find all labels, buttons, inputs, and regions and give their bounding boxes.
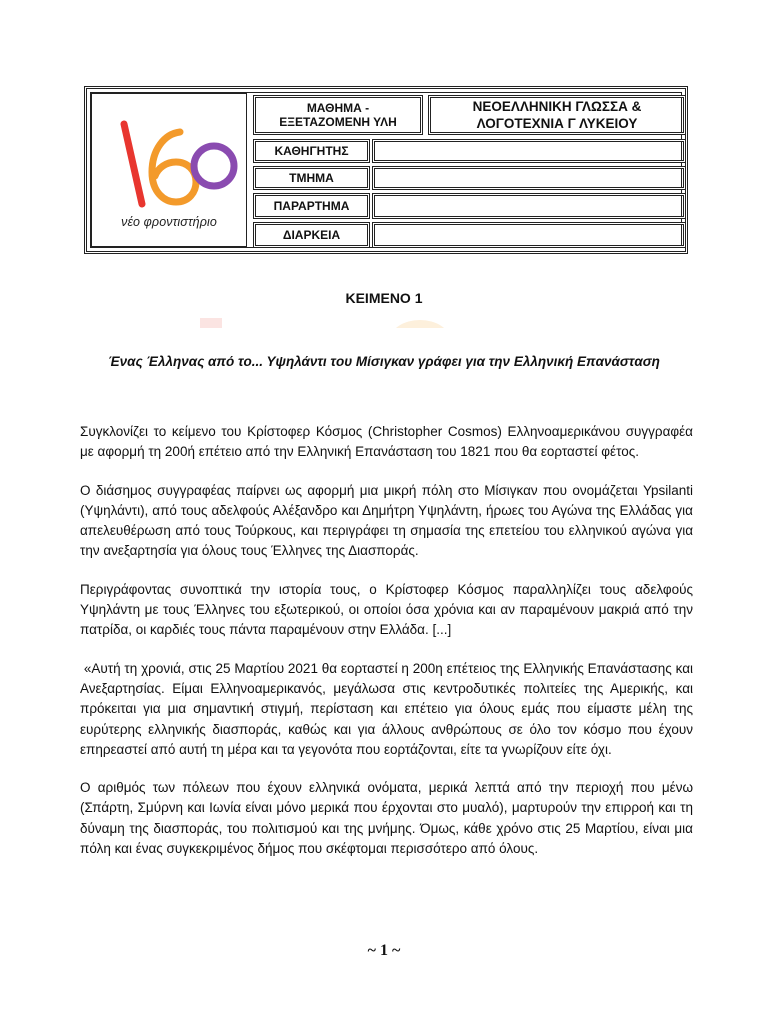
paragraph: Περιγράφοντας συνοπτικά την ιστορία τους, ο Κρίστοφερ Κόσμος παραλληλίζει τους αδελφούς Υψηλάντη με τους Έλληνες του εξωτερικού, οι οποίοι όσα χρόνια και αν παραμένουν μακριά από την πατρίδα, οι καρδιές τους πάντα παραμένουν στην Ελλάδα. [...] bbox=[80, 581, 693, 638]
branch-label-cell: ΠΑΡΑΡΤΗΜΑ bbox=[253, 193, 370, 219]
class-value-cell bbox=[372, 166, 686, 190]
paragraph: Ο διάσημος συγγραφέας παίρνει ως αφορμή μια μικρή πόλη στο Μίσιγκαν που ονομάζεται Ypsilanti (Υψηλάντι), από τους αδελφούς Αλέξανδρο και Δημήτρη Υψηλάντη, ήρωες του Αγώνα της Ελλάδας για απελευθέρωση από τους Τούρκους, και περιγράφει τη σημασία της επετείου του ελληνικού αγώνα για την ανεξαρτησία για όλους τους Έλληνες της Διασποράς. bbox=[80, 482, 693, 559]
watermark-logo-fragment bbox=[190, 314, 490, 328]
logo-mark-icon bbox=[92, 94, 247, 214]
class-label-cell: ΤΜΗΜΑ bbox=[253, 166, 370, 190]
article-subtitle: Ένας Έλληνας από το... Υψηλάντι του Μίσιγκαν γράφει για την Ελληνική Επανάσταση bbox=[108, 354, 660, 369]
teacher-value-cell bbox=[372, 139, 686, 163]
logo bbox=[91, 93, 247, 247]
branch-value-cell bbox=[372, 193, 686, 219]
duration-value-cell bbox=[372, 222, 686, 248]
subject-label-cell: ΜΑΘΗΜΑ - ΕΞΕΤΑΖΟΜΕΝΗ ΥΛΗ bbox=[253, 95, 423, 135]
paragraph: «Αυτή τη χρονιά, στις 25 Μαρτίου 2021 θα εορταστεί η 200η επέτειος της Ελληνικής Επανάστασης και Ανεξαρτησίας. Είμαι Ελληνοαμερικανός, μεγάλωσα στις κεντροδυτικές πολιτείες της Αμερικής, και πρόκειται για μια σημαντική στιγμή, περίσταση και επέτειο για όλους εμάς που είμαστε μέλη της ευρύτερης ελληνικής διασποράς, καθώς και για άλλους ανθρώπους σε όλο τον κόσμο που έχουν επηρεαστεί από αυτή τη μέρα και τα γεγονότα που εορτάζονται, είτε τα γνωρίζουν είτε όχι. bbox=[80, 660, 697, 757]
teacher-label-cell: ΚΑΘΗΓΗΤΗΣ bbox=[253, 139, 370, 163]
subject-value-cell: ΝΕΟΕΛΛΗΝΙΚΗ ΓΛΩΣΣΑ & ΛΟΓΟΤΕΧΝΙΑ Γ ΛΥΚΕΙΟΥ bbox=[428, 95, 686, 135]
article-body bbox=[80, 422, 697, 877]
header-table bbox=[84, 86, 688, 254]
paragraph: Ο αριθμός των πόλεων που έχουν ελληνικά ονόματα, μερικά λεπτά από την περιοχή που μένω (Σπάρτη, Σμύρνη και Ιωνία είναι μόνο μερικά που έρχονται στο μυαλό), μαρτυρούν την επιρροή και τη δύναμη της διασποράς, του πολιτισμού και της μνήμης. Όμως, κάθε χρόνο στις 25 Μαρτίου, είναι μια πόλη και ένας συγκεκριμένος δήμος που σκέφτομαι περισσότερο από όλους. bbox=[80, 780, 693, 857]
duration-label-cell: ΔΙΑΡΚΕΙΑ bbox=[253, 222, 370, 248]
page-number: ~ 1 ~ bbox=[367, 942, 401, 959]
paragraph: Συγκλονίζει το κείμενο του Κρίστοφερ Κόσμος (Christopher Cosmos) Ελληνοαμερικάνου συγγραφέα με αφορμή τη 200ή επέτειο από την Ελληνική Επανάσταση του 1821 που θα εορταστεί φέτος. bbox=[80, 424, 693, 460]
logo-caption: νέο φροντιστήριο bbox=[121, 215, 217, 229]
section-title: ΚΕΙΜΕΝΟ 1 bbox=[345, 290, 423, 306]
